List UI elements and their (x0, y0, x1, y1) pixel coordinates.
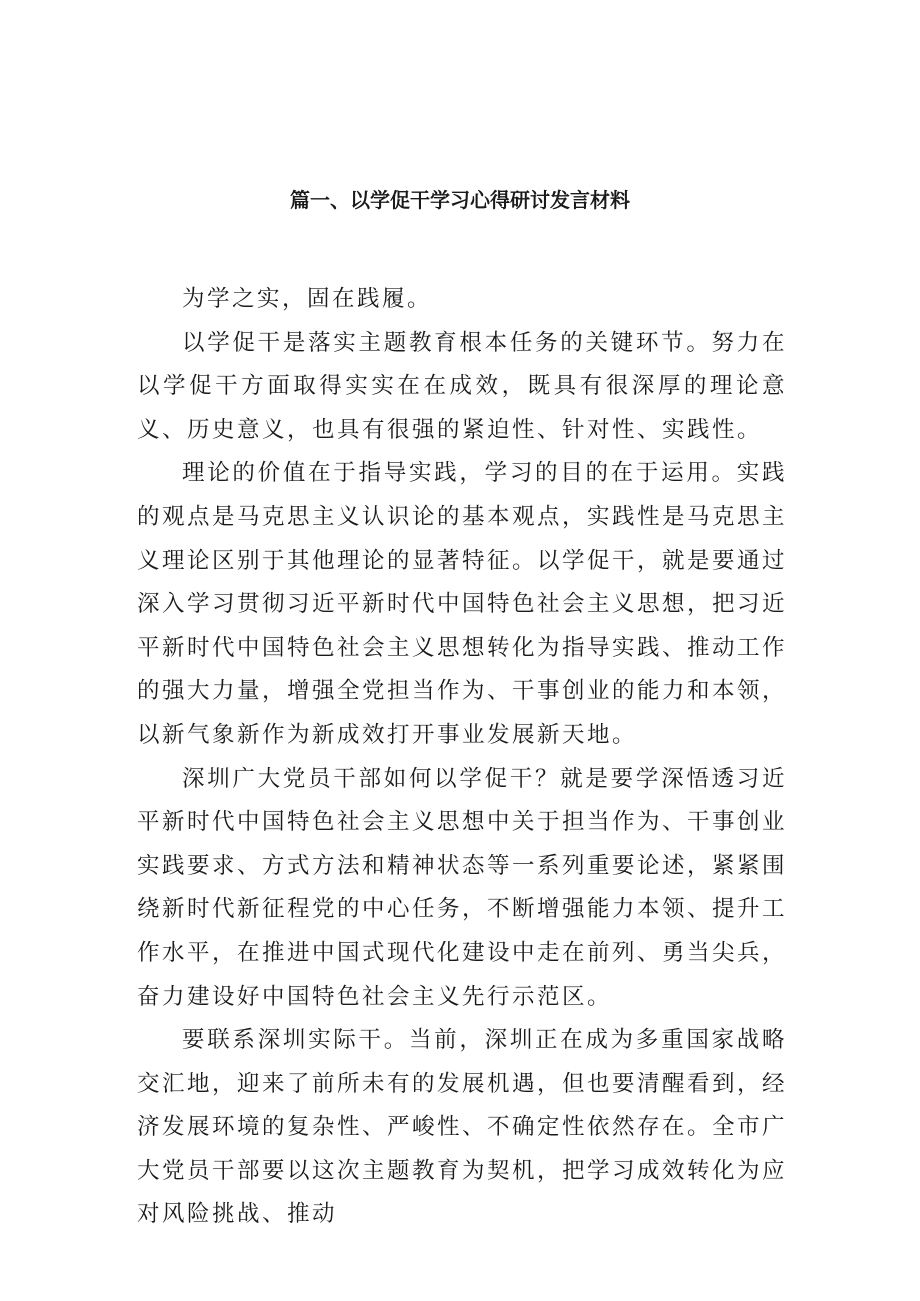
paragraph: 要联系深圳实际干。当前，深圳正在成为多重国家战略交汇地，迎来了前所未有的发展机遇，但也要清醒看到，经济发展环境的复杂性、严峻性、不确定性依然存在。全市广大党员干部要以这次主题教育为契机，把学习成效转化为应对风险挑战、推动 (137, 1027, 788, 1228)
paragraph: 以学促干是落实主题教育根本任务的关键环节。努力在以学促干方面取得实实在在成效，既具有很深厚的理论意义、历史意义，也具有很强的紧迫性、针对性、实践性。 (137, 329, 787, 443)
paragraph: 理论的价值在于指导实践，学习的目的在于运用。实践的观点是马克思主义认识论的基本观点，实践性是马克思主义理论区别于其他理论的显著特征。以学促干，就是要通过深入学习贯彻习近平新时代中国特色社会主义思想，把习近平新时代中国特色社会主义思想转化为指导实践、推动工作的强大力量，增强全党担当作为、干事创业的能力和本领，以新气象新作为新成效打开事业发展新天地。 (137, 460, 788, 748)
paragraph: 为学之实，固在践履。 (182, 286, 433, 312)
document-body (137, 278, 787, 1237)
document-title: 篇一、以学促干学习心得研讨发言材料 (290, 188, 630, 212)
paragraph: 深圳广大党员干部如何以学促干？就是要学深悟透习近平新时代中国特色社会主义思想中关于担当作为、干事创业实践要求、方式方法和精神状态等一系列重要论述，紧紧围绕新时代新征程党的中心任务，不断增强能力本领、提升工作水平，在推进中国式现代化建设中走在前列、勇当尖兵，奋力建设好中国特色社会主义先行示范区。 (137, 765, 788, 1010)
